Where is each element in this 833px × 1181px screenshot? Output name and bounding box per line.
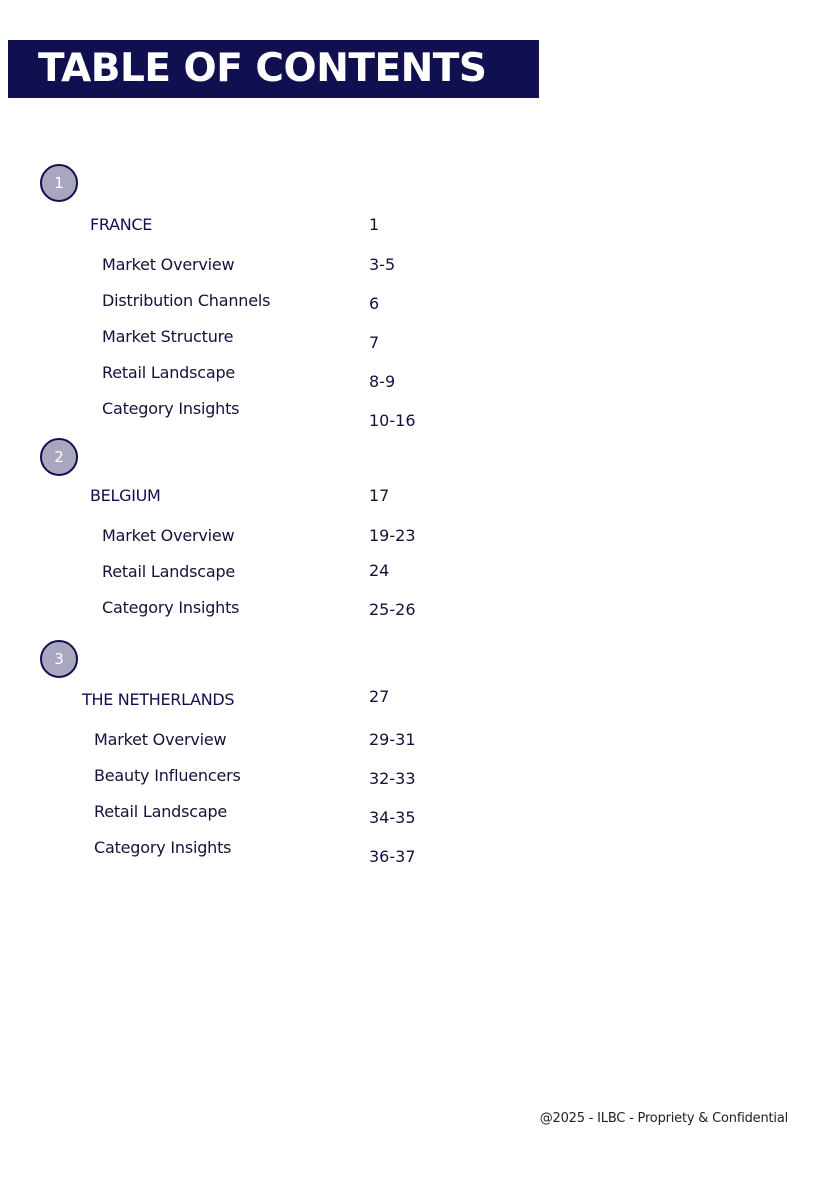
toc-page-number: 32-33 bbox=[369, 769, 416, 788]
section-number: 3 bbox=[54, 650, 64, 668]
section-number-badge bbox=[40, 164, 78, 202]
page-title: TABLE OF CONTENTS bbox=[38, 46, 487, 91]
section-number: 2 bbox=[54, 448, 64, 466]
section-heading-netherlands[interactable]: THE NETHERLANDS bbox=[82, 690, 235, 709]
toc-page-number: 6 bbox=[369, 294, 380, 313]
section-heading-belgium[interactable]: BELGIUM bbox=[90, 486, 161, 505]
toc-entry[interactable]: Retail Landscape bbox=[94, 802, 228, 821]
toc-entry[interactable]: Market Structure bbox=[102, 327, 234, 346]
toc-entry[interactable]: Retail Landscape bbox=[102, 562, 236, 581]
toc-page-number: 8-9 bbox=[369, 372, 396, 391]
toc-page-number: 10-16 bbox=[369, 411, 416, 430]
toc-entry[interactable]: Category Insights bbox=[102, 598, 240, 617]
toc-entry[interactable]: Distribution Channels bbox=[102, 291, 271, 310]
toc-entry[interactable]: Beauty Influencers bbox=[94, 766, 241, 785]
toc-entry[interactable]: Category Insights bbox=[94, 838, 232, 857]
section-number: 1 bbox=[54, 174, 64, 192]
toc-page-number: 25-26 bbox=[369, 600, 416, 619]
copyright-footer: @2025 - ILBC - Propriety & Confidential bbox=[539, 1111, 788, 1126]
title-banner bbox=[8, 40, 539, 98]
toc-page-number: 36-37 bbox=[369, 847, 416, 866]
toc-page-number: 7 bbox=[369, 333, 380, 352]
toc-entry[interactable]: Market Overview bbox=[94, 730, 227, 749]
section-page-number: 27 bbox=[369, 687, 390, 706]
toc-page-number: 3-5 bbox=[369, 255, 396, 274]
toc-entry[interactable]: Market Overview bbox=[102, 255, 235, 274]
toc-entry[interactable]: Category Insights bbox=[102, 399, 240, 418]
toc-page-number: 34-35 bbox=[369, 808, 416, 827]
section-page-number: 17 bbox=[369, 486, 390, 505]
toc-entry[interactable]: Retail Landscape bbox=[102, 363, 236, 382]
section-number-badge bbox=[40, 640, 78, 678]
section-number-badge bbox=[40, 438, 78, 476]
section-heading-france[interactable]: FRANCE bbox=[90, 215, 153, 234]
section-page-number: 1 bbox=[369, 215, 380, 234]
toc-entry[interactable]: Market Overview bbox=[102, 526, 235, 545]
toc-page-number: 19-23 bbox=[369, 526, 416, 545]
toc-page-number: 24 bbox=[369, 561, 390, 580]
toc-page-number: 29-31 bbox=[369, 730, 416, 749]
